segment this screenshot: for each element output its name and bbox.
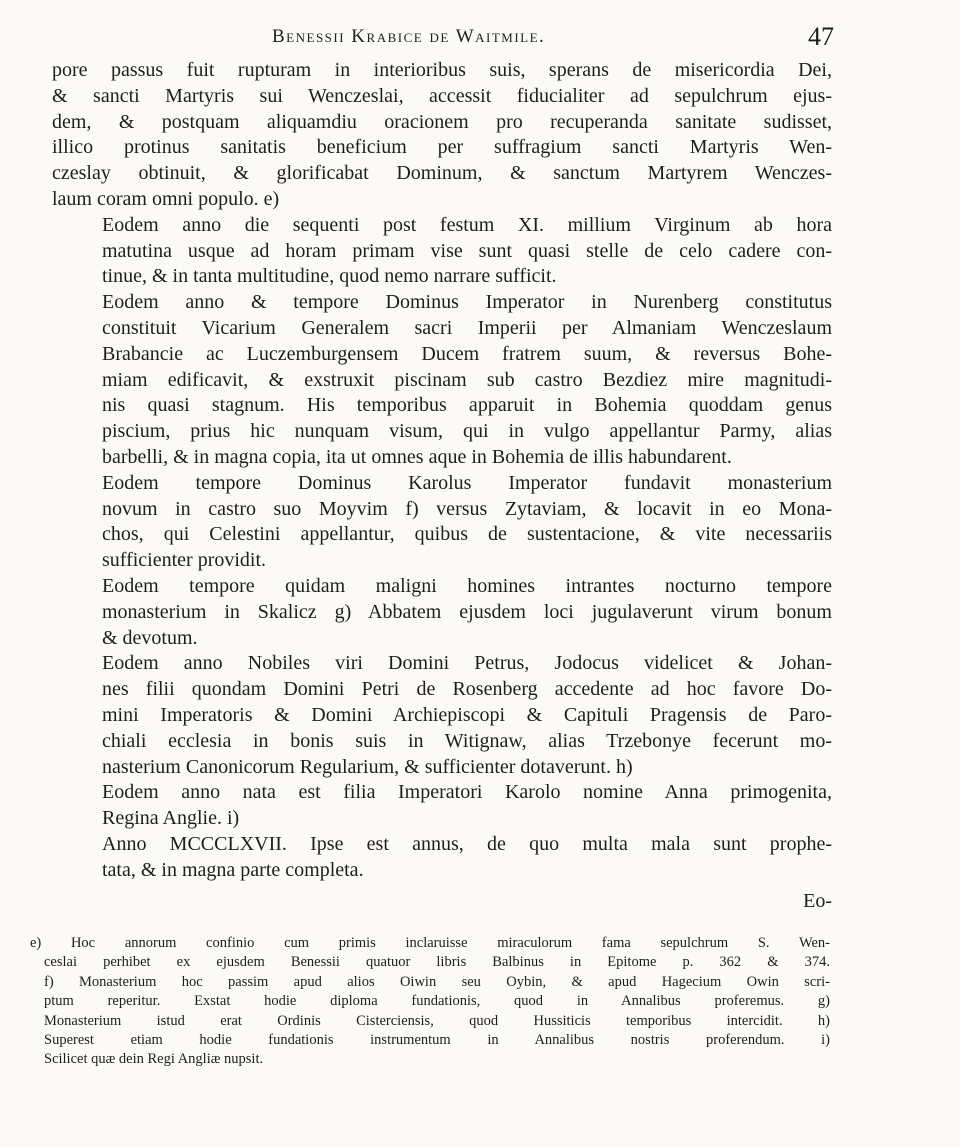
body-text: [52, 58, 832, 884]
running-title: Benessii Krabice de Waitmile.: [272, 26, 546, 47]
text-line: monasterium in Skalicz g) Abbatem ejusdem loci jugulaverunt virum bonum: [102, 600, 832, 623]
page-number: 47: [808, 22, 834, 51]
footnote-line: f) Monasterium hoc passim apud alios Oiwin seu Oybin, & apud Hagecium Owin scri-: [44, 973, 830, 990]
body-paragraph: [52, 574, 832, 651]
text-line: chiali ecclesia in bonis suis in Witignaw, alias Trzebonye fecerunt mo-: [102, 729, 832, 752]
footnote-line: Superest etiam hodie fundationis instrumentum in Annalibus nostris proferendum. i): [44, 1032, 830, 1049]
text-line: nis quasi stagnum. His temporibus apparuit in Bohemia quoddam genus: [102, 394, 832, 417]
book-page: [52, 22, 832, 913]
text-line: illico protinus sanitatis beneficium per suffragium sancti Martyris Wen-: [52, 136, 832, 159]
text-line: Eodem tempore Dominus Karolus Imperator fundavit monasterium: [102, 471, 832, 494]
body-paragraph: [52, 58, 832, 213]
text-line: & sancti Martyris sui Wenczeslai, accessit fiducialiter ad sepulchrum ejus-: [52, 84, 832, 107]
text-line: miam edificavit, & exstruxit piscinam sub castro Bezdiez mire magnitudi-: [102, 368, 832, 391]
text-line: tata, & in magna parte completa.: [102, 858, 364, 881]
footnote-line: ceslai perhibet ex ejusdem Benessii quatuor libris Balbinus in Epitome p. 362 & 374.: [44, 954, 830, 971]
text-line: piscium, prius hic nunquam visum, qui in vulgo appellantur Parmy, alias: [102, 420, 832, 443]
text-line: sufficienter providit.: [102, 549, 267, 572]
running-head: [52, 22, 832, 58]
footnote-line: ptum reperitur. Exstat hodie diploma fundationis, quod in Annalibus proferemus. g): [44, 993, 830, 1010]
text-line: dem, & postquam aliquamdiu oracionem pro recuperanda sanitate sudisset,: [52, 110, 832, 133]
text-line: Regina Anglie. i): [102, 807, 240, 830]
text-line: tinue, & in tanta multitudine, quod nemo narrare sufficit.: [102, 265, 557, 288]
text-line: chos, qui Celestini appellantur, quibus de sustentacione, & vite necessariis: [102, 523, 832, 546]
text-line: novum in castro suo Moyvim f) versus Zytaviam, & locavit in eo Mona-: [102, 497, 832, 520]
text-line: pore passus fuit rupturam in interioribus suis, sperans de misericordia Dei,: [52, 59, 832, 81]
footnote-line: e) Hoc annorum confinio cum primis inclaruisse miraculorum fama sepulchrum S. Wen-: [30, 935, 830, 951]
text-line: Eodem anno Nobiles viri Domini Petrus, Jodocus videlicet & Johan-: [102, 652, 832, 675]
body-paragraph: [52, 780, 832, 832]
body-paragraph: [52, 651, 832, 780]
text-line: constituit Vicarium Generalem sacri Imperii per Almaniam Wenczeslaum: [102, 316, 832, 339]
footnote-line: Scilicet quæ dein Regi Angliæ nupsit.: [44, 1051, 264, 1068]
text-line: barbelli, & in magna copia, ita ut omnes aque in Bohemia de illis habundarent.: [102, 445, 732, 468]
body-paragraph: [52, 213, 832, 290]
text-line: laum coram omni populo. e): [52, 187, 280, 210]
footnotes: [30, 934, 830, 1070]
text-line: Eodem anno nata est filia Imperatori Karolo nomine Anna primogenita,: [102, 781, 832, 804]
text-line: czeslay obtinuit, & glorificabat Dominum, & sanctum Martyrem Wenczes-: [52, 162, 832, 185]
body-paragraph: [52, 471, 832, 574]
text-line: Eodem tempore quidam maligni homines intrantes nocturno tempore: [102, 574, 832, 597]
text-line: & devotum.: [102, 626, 198, 649]
text-line: Anno MCCCLXVII. Ipse est annus, de quo multa mala sunt prophe-: [102, 832, 832, 855]
text-line: nasterium Canonicorum Regularium, & sufficienter dotaverunt. h): [102, 755, 633, 778]
text-line: Eodem anno die sequenti post festum XI. millium Virginum ab hora: [102, 213, 832, 236]
body-paragraph: [52, 832, 832, 884]
text-line: nes filii quondam Domini Petri de Rosenberg accedente ad hoc favore Do-: [102, 678, 832, 701]
catchword: Eo-: [803, 889, 832, 912]
text-line: mini Imperatoris & Domini Archiepiscopi & Capituli Pragensis de Paro-: [102, 703, 832, 726]
body-paragraph: [52, 290, 832, 471]
text-line: Brabancie ac Luczemburgensem Ducem fratrem suum, & reversus Bohe-: [102, 342, 832, 365]
footnote-line: Monasterium istud erat Ordinis Cisterciensis, quod Hussiticis temporibus intercidit. h): [44, 1012, 830, 1029]
text-line: matutina usque ad horam primam vise sunt quasi stelle de celo cadere con-: [102, 239, 832, 262]
text-line: Eodem anno & tempore Dominus Imperator in Nurenberg constitutus: [102, 291, 832, 314]
